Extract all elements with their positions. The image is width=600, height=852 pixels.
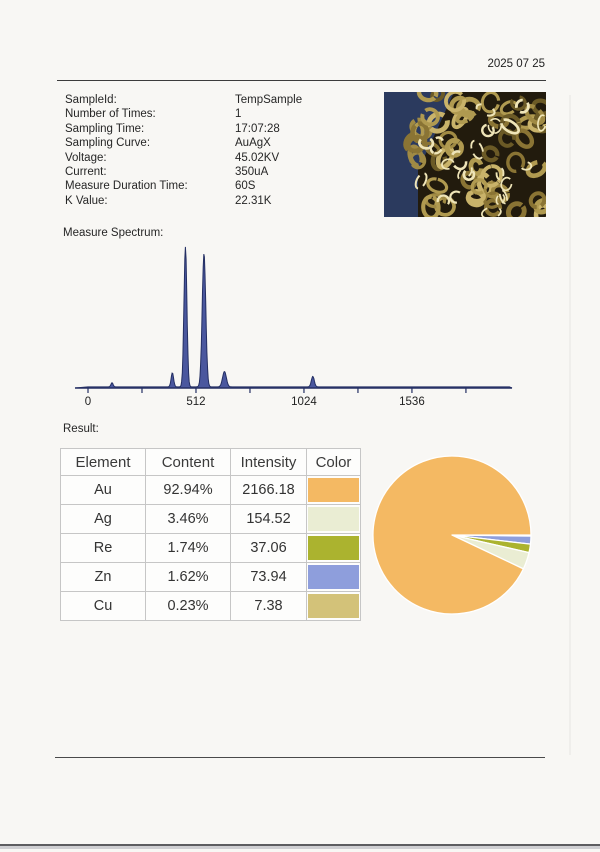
result-table xyxy=(60,448,361,621)
element-cell: Zn xyxy=(61,563,146,592)
info-value: 17:07:28 xyxy=(235,122,280,135)
content-cell: 3.46% xyxy=(146,505,231,534)
svg-text:0: 0 xyxy=(84,396,92,408)
element-cell: Ag xyxy=(61,505,146,534)
info-row xyxy=(65,136,375,150)
table-header-row xyxy=(61,449,361,476)
intensity-cell: 2166.18 xyxy=(231,476,307,505)
info-value: 22.31K xyxy=(235,194,272,207)
svg-text:1024: 1024 xyxy=(291,396,317,408)
color-swatch xyxy=(308,507,359,531)
header-rule xyxy=(57,80,546,81)
content-cell: 1.62% xyxy=(146,563,231,592)
info-label: Measure Duration Time: xyxy=(65,180,188,193)
color-cell xyxy=(307,534,361,563)
content-cell: 92.94% xyxy=(146,476,231,505)
info-label: Current: xyxy=(65,166,107,179)
info-row xyxy=(65,165,375,179)
color-cell xyxy=(307,563,361,592)
intensity-cell: 154.52 xyxy=(231,505,307,534)
info-label: K Value: xyxy=(65,194,108,207)
scan-bottom-edge-light xyxy=(0,846,600,849)
info-value: 1 xyxy=(235,108,242,121)
spectrum-chart xyxy=(60,240,520,410)
header-intensity: Intensity xyxy=(231,449,307,476)
info-row xyxy=(65,151,375,165)
info-value: 45.02KV xyxy=(235,151,280,164)
intensity-cell: 73.94 xyxy=(231,563,307,592)
content-cell: 0.23% xyxy=(146,592,231,621)
info-row xyxy=(65,194,375,208)
info-value: TempSample xyxy=(235,94,303,106)
report-date: 2025 07 25 xyxy=(487,58,545,70)
svg-text:512: 512 xyxy=(186,396,206,408)
color-cell xyxy=(307,476,361,505)
table-row xyxy=(61,592,361,621)
header-color: Color xyxy=(307,449,361,476)
color-swatch xyxy=(308,478,359,502)
element-cell: Re xyxy=(61,534,146,563)
header-content: Content xyxy=(146,449,231,476)
color-cell xyxy=(307,592,361,621)
sample-photo xyxy=(384,92,546,217)
table-row xyxy=(61,476,361,505)
info-label: Number of Times: xyxy=(65,108,156,121)
content-cell: 1.74% xyxy=(146,534,231,563)
info-row xyxy=(65,179,375,193)
sample-info xyxy=(65,93,375,208)
element-cell: Au xyxy=(61,476,146,505)
info-value: AuAgX xyxy=(235,137,271,150)
color-swatch xyxy=(308,565,359,589)
color-cell xyxy=(307,505,361,534)
info-label: Sampling Time: xyxy=(65,122,145,135)
intensity-cell: 7.38 xyxy=(231,592,307,621)
info-label: SampleId: xyxy=(65,94,117,106)
table-row xyxy=(61,505,361,534)
info-label: Voltage: xyxy=(65,151,107,164)
color-swatch xyxy=(308,594,359,618)
intensity-cell: 37.06 xyxy=(231,534,307,563)
info-value: 60S xyxy=(235,180,256,193)
table-row xyxy=(61,534,361,563)
paper-crease xyxy=(569,95,571,755)
info-row xyxy=(65,107,375,121)
info-label: Sampling Curve: xyxy=(65,137,151,150)
svg-text:1536: 1536 xyxy=(399,396,425,408)
footer-rule xyxy=(55,757,545,758)
color-swatch xyxy=(308,536,359,560)
element-cell: Cu xyxy=(61,592,146,621)
table-row xyxy=(61,563,361,592)
result-label: Result: xyxy=(63,423,99,435)
measure-spectrum-label: Measure Spectrum: xyxy=(63,227,164,239)
info-value: 350uA xyxy=(235,166,269,179)
info-row xyxy=(65,122,375,136)
header-element: Element xyxy=(61,449,146,476)
info-row xyxy=(65,93,375,107)
pie-chart xyxy=(370,452,536,618)
